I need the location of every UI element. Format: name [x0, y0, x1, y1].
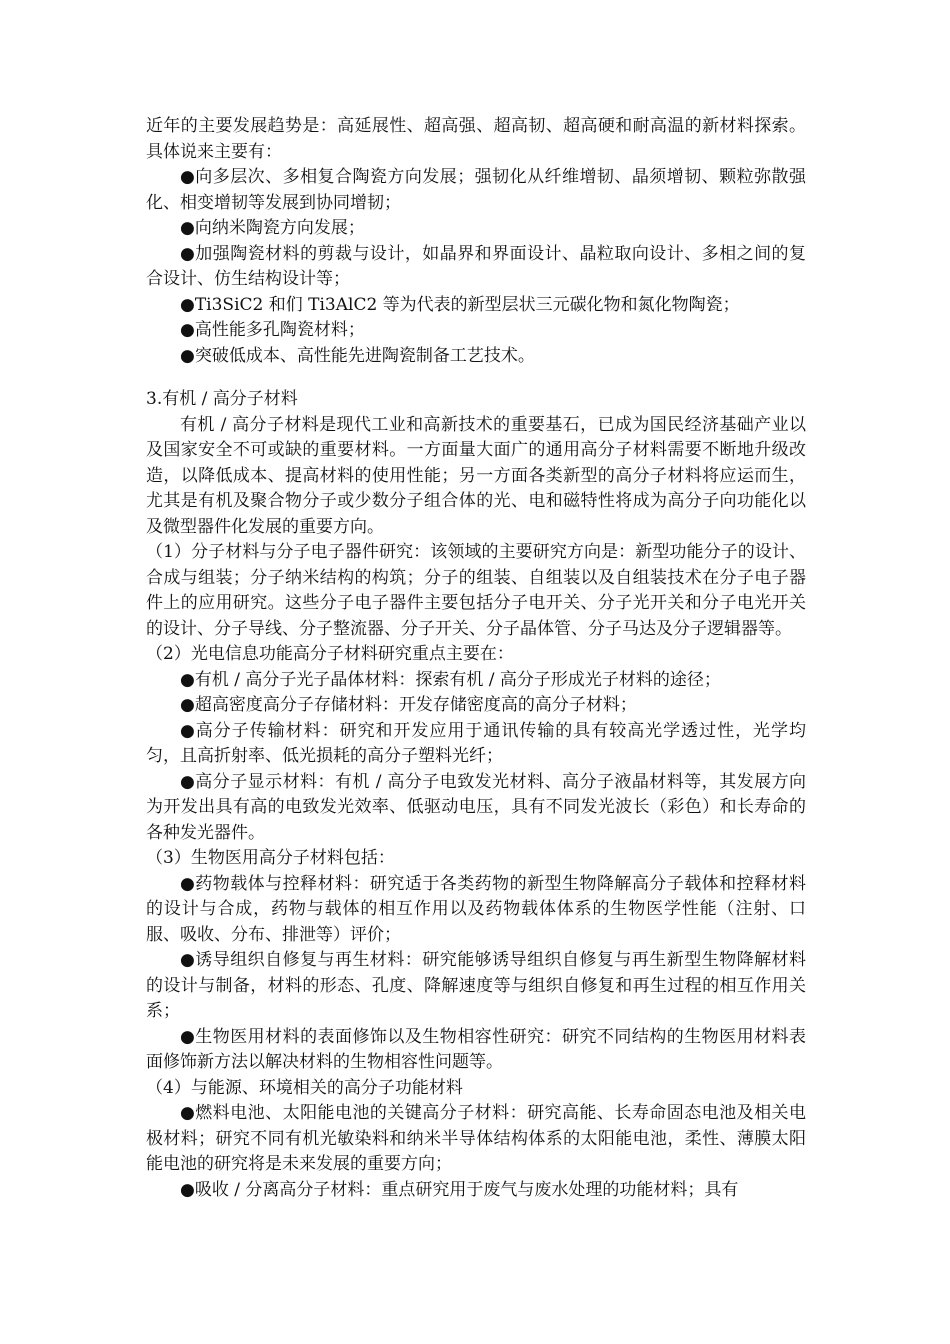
bullet-item: ●吸收 / 分离高分子材料：重点研究用于废气与废水处理的功能材料；具有 — [180, 1179, 739, 1200]
bullet-item: ●高分子传输材料：研究和开发应用于通讯传输的具有较高光学透过性，光学均匀，且高折射率、低光损耗的高分子塑料光纤； — [146, 720, 806, 766]
bullet-item: ●加强陶瓷材料的剪裁与设计，如晶界和界面设计、晶粒取向设计、多相之间的复合设计、仿生结构设计等； — [146, 243, 806, 289]
bullet-item: ●Ti3SiC2 和们 Ti3AlC2 等为代表的新型层状三元碳化物和氮化物陶瓷； — [180, 294, 740, 315]
section-heading: 3.有机 / 高分子材料 — [146, 389, 298, 409]
bullet-item: ●燃料电池、太阳能电池的关键高分子材料：研究高能、长寿命固态电池及相关电极材料；研究不同有机光敏染料和纳米半导体结构体系的太阳能电池，柔性、薄膜太阳能电池的研究将是未来发展的重要方向； — [146, 1103, 806, 1174]
bullet-item: ●生物医用材料的表面修饰以及生物相容性研究：研究不同结构的生物医用材料表面修饰新方法以解决材料的生物相容性问题等。 — [146, 1026, 806, 1072]
bullet-item: ●药物载体与控释材料：研究适于各类药物的新型生物降解高分子载体和控释材料的设计与合成，药物与载体的相互作用以及药物载体体系的生物医学性能（注射、口服、吸收、分布、排泄等）评价； — [146, 873, 806, 945]
section-spacer — [146, 369, 806, 387]
bullet-item: ●超高密度高分子存储材料：开发存储密度高的高分子材料； — [180, 695, 637, 715]
bullet-item: ●有机 / 高分子光子晶体材料：探索有机 / 高分子形成光子材料的途径； — [180, 669, 721, 690]
bullet-item: ●诱导组织自修复与再生材料：研究能够诱导组织自修复与再生新型生物降解材料的设计与制备，材料的形态、孔度、降解速度等与组织自修复和再生过程的相互作用关系； — [146, 950, 806, 1021]
bullet-item: ●高性能多孔陶瓷材料； — [180, 320, 365, 340]
numbered-paragraph: （2）光电信息功能高分子材料研究重点主要在： — [146, 644, 514, 664]
bullet-item: ●高分子显示材料：有机 / 高分子电致发光材料、高分子液晶材料等，其发展方向为开发出具有高的电致发光效率、低驱动电压，具有不同发光波长（彩色）和长寿命的各种发光器件。 — [146, 771, 806, 843]
numbered-paragraph: （4）与能源、环境相关的高分子功能材料 — [146, 1077, 463, 1098]
paragraph: 有机 / 高分子材料是现代工业和高新技术的重要基石，已成为国民经济基础产业以及国家安全不可或缺的重要材料。一方面量大面广的通用高分子材料需要不断地升级改造，以降低成本、提高材料的使用性能；另一方面各类新型的高分子材料将应运而生，尤其是有机及聚合物分子或少数分子组合体的光、电和磁特性将成为高分子向功能化以及微型器件化发展的重要方向。 — [146, 414, 806, 537]
document-body — [146, 114, 806, 1203]
numbered-paragraph: （1）分子材料与分子电子器件研究：该领域的主要研究方向是：新型功能分子的设计、合成与组装；分子纳米结构的构筑；分子的组装、自组装以及自组装技术在分子电子器件上的应用研究。这些分子电子器件主要包括分子电开关、分子光开关和分子电光开关的设计、分子导线、分子整流器、分子开关、分子晶体管、分子马达及分子逻辑器等。 — [146, 542, 806, 639]
numbered-paragraph: （3）生物医用高分子材料包括： — [146, 848, 395, 868]
bullet-item: ●突破低成本、高性能先进陶瓷制备工艺技术。 — [180, 345, 535, 366]
bullet-item: ●向纳米陶瓷方向发展； — [180, 218, 365, 238]
bullet-item: ●向多层次、多相复合陶瓷方向发展；强韧化从纤维增韧、晶须增韧、颗粒弥散强化、相变增韧等发展到协同增韧； — [146, 167, 806, 213]
paragraph: 近年的主要发展趋势是：高延展性、超高强、超高韧、超高硬和耐高温的新材料探索。具体说来主要有： — [146, 116, 806, 162]
